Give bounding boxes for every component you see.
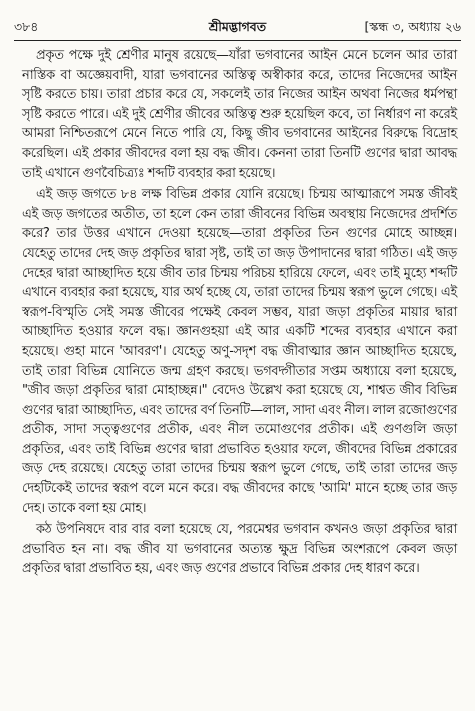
paragraph: এই জড় জগতে ৮৪ লক্ষ বিভিন্ন প্রকার যোনি রয়েছে। চিন্ময় আত্মারূপে সমস্ত জীবই এই জড় জগতের অতীত, তা হলে কেন তারা জীবনের বিভিন্ন অবস্থায় নিজেদের প্রদর্শিত করে? তার উত্তর এখানে দেওয়া হয়েছে—তারা প্রকৃতির তিন গুণের মোহে আচ্ছন্ন। যেহেতু তাদের দেহ জড় প্রকৃতির দ্বারা সৃষ্ট, তাই তা জড় উপাদানের দ্বারা গঠিত। এই জড় দেহের দ্বারা আচ্ছাদিত হয়ে জীব তার চিন্ময় পরিচয় হারিয়ে ফেলে, এবং তাই মুহ্যে শব্দটি এখানে ব্যবহার করা হয়েছে, যার অর্থ হচ্ছে যে, তারা তাদের চিন্ময় স্বরূপ ভুলে গেছে। এই স্বরূপ-বিস্মৃতি সেই সমস্ত জীবের পক্ষেই কেবল সম্ভব, যারা জড়া প্রকৃতির মায়ার দ্বারা আচ্ছাদিত হওয়ার ফলে বদ্ধ। জ্ঞানগুহয়া এই আর একটি শব্দের ব্যবহার এখানে করা হয়েছে। গুহা মানে 'আবরণ'। যেহেতু অণু-সদৃশ বদ্ধ জীবাত্মার জ্ঞান আচ্ছাদিত হয়েছে, তাই তারা বিভিন্ন যোনিতে জন্ম গ্রহণ করছে। ভগবদ্গীতার সপ্তম অধ্যায়ে বলা হয়েছে, "জীব জড়া প্রকৃতির দ্বারা মোহাচ্ছন্ন।" বেদেও উল্লেখ করা হয়েছে যে, শাশ্বত জীব বিভিন্ন গুণের দ্বারা আচ্ছাদিত, এবং তাদের বর্ণ তিনটি—লাল, সাদা এবং নীল। লাল রজোগুণের প্রতীক, সাদা সত্ত্বগুণের প্রতীক, এবং নীল তমোগুণের প্রতীক। এই গুণগুলি জড়া প্রকৃতির, এবং তাই বিভিন্ন গুণের দ্বারা প্রভাবিত হওয়ার ফলে, জীবদের বিভিন্ন প্রকারের জড় দেহ রয়েছে। যেহেতু তারা তাদের চিন্ময় স্বরূপ ভুলে গেছে, তাই তারা তাদের জড় দেহটিকেই তাদের স্বরূপ বলে মনে করে। বদ্ধ জীবদের কাছে 'আমি' মানে হচ্ছে তার জড় দেহ। তাকে বলা হয় মোহ। xyxy=(22,187,457,516)
page-number: ৩৮৪ xyxy=(14,19,39,34)
header-divider xyxy=(14,40,461,41)
book-title: শ্রীমদ্ভাগবত xyxy=(208,19,267,34)
chapter-reference: [স্কন্ধ ৩, অধ্যায় ২৬ xyxy=(364,19,461,34)
paragraph: প্রকৃত পক্ষে দুই শ্রেণীর মানুষ রয়েছে—যাঁরা ভগবানের আইন মেনে চলেন আর তারা নাস্তিক বা অজ্ঞেয়বাদী, যারা ভগবানের অস্তিত্ব অস্বীকার করে, তাদের নিজেদের আইন সৃষ্টি করতে চায়। তারা প্রচার করে যে, সকলেই তার নিজের আইন অথবা নিজের ধর্মপন্থা সৃষ্টি করতে পারে। এই দুই শ্রেণীর জীবের অস্তিত্ব শুরু হয়েছিল কবে, তা নির্ধারণ না করেই আমরা নিশ্চিতরূপে মেনে নিতে পারি যে, কিছু জীব ভগবানের আইনের বিরুদ্ধে বিদ্রোহ করেছিল। এই প্রকার জীবদের বলা হয় বদ্ধ জীব। কেননা তারা তিনটি গুণের দ্বারা আবদ্ধ তাই এখানে গুণবৈচিত্র্যঃ শব্দটি ব্যবহার করা হয়েছে। xyxy=(22,48,457,181)
paragraph: কঠ উপনিষদে বার বার বলা হয়েছে যে, পরমেশ্বর ভগবান কখনও জড়া প্রকৃতির দ্বারা প্রভাবিত হন না। বদ্ধ জীব যা ভগবানের অত্যন্ত ক্ষুদ্র বিভিন্ন অংশরূপে কেবল জড়া প্রকৃতির দ্বারা প্রভাবিত হয়, এবং জড় গুণের প্রভাবে বিভিন্ন প্রকার দেহ ধারণ করে। xyxy=(22,522,457,577)
page-body xyxy=(22,46,457,579)
page-header xyxy=(14,18,461,36)
